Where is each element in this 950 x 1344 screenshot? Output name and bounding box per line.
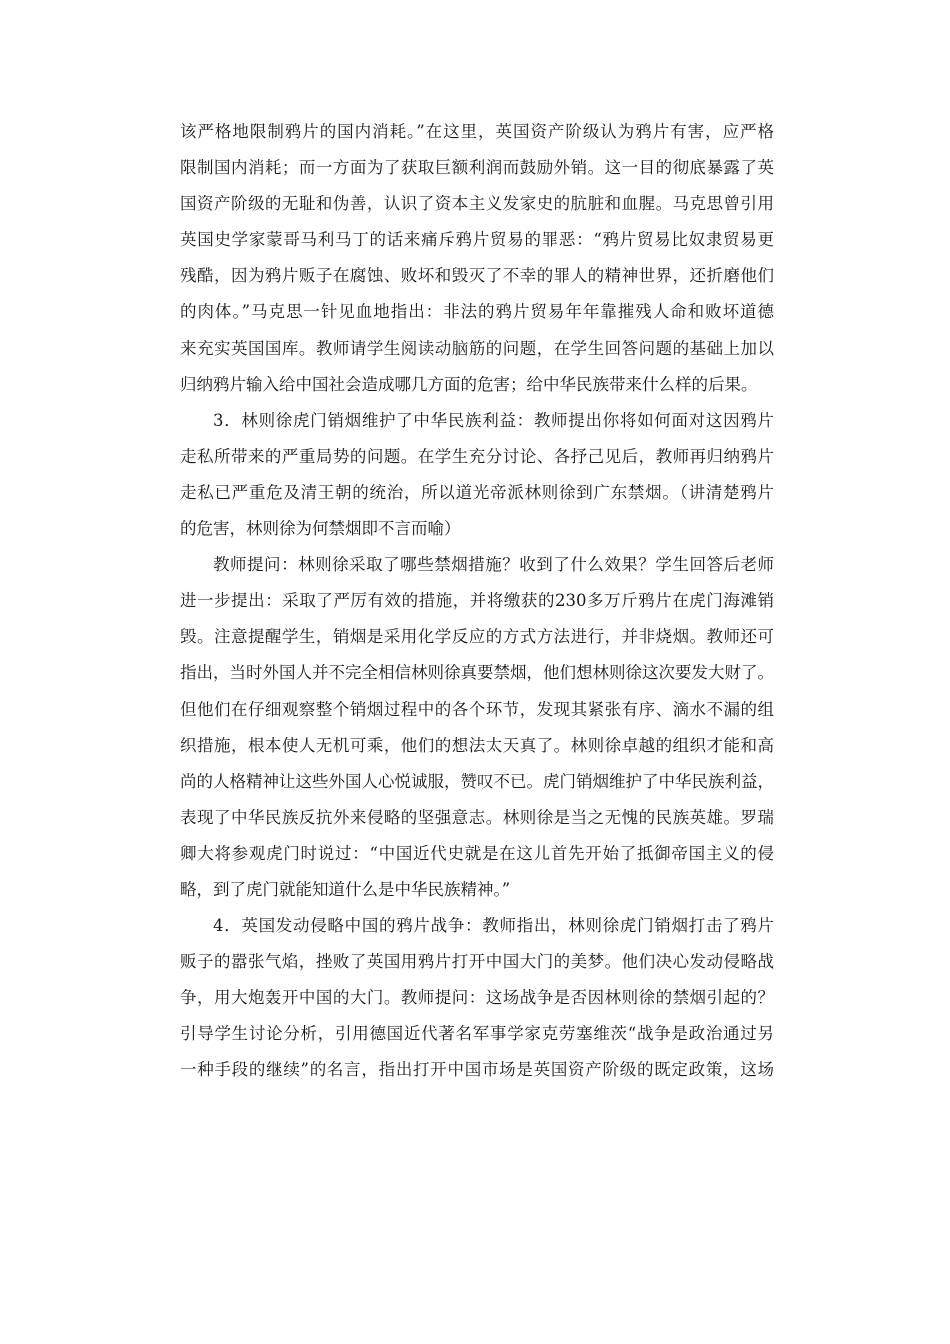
text-line: 走私所带来的严重局势的问题。在学生充分讨论、各抒己见后，教师再归纳鸦片 xyxy=(180,446,774,466)
text-line: 织措施，根本使人无机可乘，他们的想法太天真了。林则徐卓越的组织才能和高 xyxy=(180,735,774,755)
text-line: 表现了中华民族反抗外来侵略的坚强意志。林则徐是当之无愧的民族英雄。罗瑞 xyxy=(180,807,774,827)
section-heading-3: 3．林则徐虎门销烟维护了中华民族利益：教师提出你将如何面对这因鸦片 xyxy=(213,410,774,430)
text-line: 争，用大炮轰开中国的大门。教师提问：这场战争是否因林则徐的禁烟引起的？ xyxy=(180,988,774,1008)
text-line: 指出，当时外国人并不完全相信林则徐真要禁烟，他们想林则徐这次要发大财了。 xyxy=(180,663,774,683)
text-line: 的危害，林则徐为何禁烟即不言而喻） xyxy=(180,519,461,539)
text-line: 该严格地限制鸦片的国内消耗。”在这里，英国资产阶级认为鸦片有害，应严格 xyxy=(180,122,774,141)
text-line: 来充实英国国库。教师请学生阅读动脑筋的问题，在学生回答问题的基础上加以 xyxy=(180,338,774,358)
text-line: 引导学生讨论分析，引用德国近代著名军事学家克劳塞维茨“战争是政治通过另 xyxy=(180,1024,774,1044)
text-line: 一种手段的继续”的名言，指出打开中国市场是英国资产阶级的既定政策，这场 xyxy=(180,1060,774,1080)
text-line: 英国史学家蒙哥马利马丁的话来痛斥鸦片贸易的罪恶：“鸦片贸易比奴隶贸易更 xyxy=(180,230,774,250)
section-heading-4: 4．英国发动侵略中国的鸦片战争：教师指出，林则徐虎门销烟打击了鸦片 xyxy=(213,916,774,936)
text-line: 走私已严重危及清王朝的统治，所以道光帝派林则徐到广东禁烟。（讲清楚鸦片 xyxy=(180,482,774,502)
text-line: 的肉体。”马克思一针见血地指出：非法的鸦片贸易年年靠摧残人命和败坏道德 xyxy=(180,302,774,322)
text-line: 尚的人格精神让这些外国人心悦诚服，赞叹不已。虎门销烟维护了中华民族利益， xyxy=(180,771,774,791)
text-line: 残酷，因为鸦片贩子在腐蚀、败坏和毁灭了不幸的罪人的精神世界，还折磨他们 xyxy=(180,266,774,286)
text-line: 国资产阶级的无耻和伪善，认识了资本主义发家史的肮脏和血腥。马克思曾引用 xyxy=(180,194,774,214)
text-line: 贩子的嚣张气焰，挫败了英国用鸦片打开中国大门的美梦。他们决心发动侵略战 xyxy=(180,952,774,972)
text-line: 毁。注意提醒学生，销烟是采用化学反应的方式方法进行，并非烧烟。教师还可 xyxy=(180,627,774,647)
text-line: 卿大将参观虎门时说过：“中国近代史就是在这儿首先开始了抵御帝国主义的侵 xyxy=(180,843,774,863)
text-line: 但他们在仔细观察整个销烟过程中的各个环节，发现其紧张有序、滴水不漏的组 xyxy=(180,699,774,719)
text-line: 略，到了虎门就能知道什么是中华民族精神。” xyxy=(180,879,511,899)
document-body xyxy=(180,114,774,1089)
text-line: 进一步提出：采取了严厉有效的措施，并将缴获的230多万斤鸦片在虎门海滩销 xyxy=(180,591,774,611)
text-line: 限制国内消耗；而一方面为了获取巨额利润而鼓励外销。这一目的彻底暴露了英 xyxy=(180,158,774,178)
paragraph-start: 教师提问：林则徐采取了哪些禁烟措施？收到了什么效果？学生回答后老师 xyxy=(213,555,774,575)
text-line: 归纳鸦片输入给中国社会造成哪几方面的危害；给中华民族带来什么样的后果。 xyxy=(180,374,758,394)
